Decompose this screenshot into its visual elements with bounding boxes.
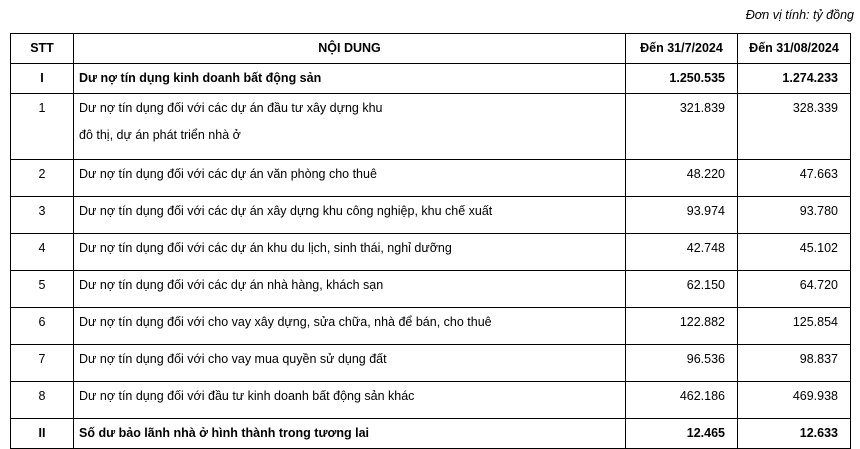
cell-content (74, 345, 626, 382)
cell-content (74, 94, 626, 160)
cell-value-jul: 12.465 (626, 419, 738, 449)
cell-content (74, 197, 626, 234)
header-content: NỘI DUNG (74, 34, 626, 64)
unit-note: Đơn vị tính: tỷ đồng (745, 8, 854, 22)
cell-content-line: đô thị, dự án phát triển nhà ở (79, 128, 241, 142)
cell-value-aug: 93.780 (738, 197, 851, 234)
cell-content-line: Dư nợ tín dụng đối với các dự án đầu tư xây dựng khu (79, 101, 383, 115)
cell-value-jul: 321.839 (626, 94, 738, 160)
cell-value-jul: 62.150 (626, 271, 738, 308)
table-body (11, 64, 851, 449)
cell-value-aug: 328.339 (738, 94, 851, 160)
cell-content-line: Dư nợ tín dụng đối với các dự án khu du lịch, sinh thái, nghỉ dưỡng (79, 241, 452, 255)
cell-content-line: Dư nợ tín dụng đối với các dự án nhà hàng, khách sạn (79, 278, 384, 292)
table-row (11, 160, 851, 197)
header-col2: Đến 31/08/2024 (738, 34, 851, 64)
cell-value-jul: 462.186 (626, 382, 738, 419)
cell-value-aug: 125.854 (738, 308, 851, 345)
cell-value-jul: 122.882 (626, 308, 738, 345)
credit-table (10, 33, 851, 449)
table-row (11, 234, 851, 271)
cell-content (74, 234, 626, 271)
cell-value-aug: 64.720 (738, 271, 851, 308)
header-stt: STT (11, 34, 74, 64)
cell-content-line: Số dư bảo lãnh nhà ở hình thành trong tương lai (79, 426, 370, 440)
table-group-row (11, 419, 851, 449)
cell-stt: 6 (11, 308, 74, 345)
cell-stt: 8 (11, 382, 74, 419)
cell-stt: 2 (11, 160, 74, 197)
cell-content (74, 308, 626, 345)
cell-content (74, 382, 626, 419)
table-row (11, 197, 851, 234)
cell-value-aug: 45.102 (738, 234, 851, 271)
table-row (11, 382, 851, 419)
cell-value-aug: 1.274.233 (738, 64, 851, 94)
table-row (11, 271, 851, 308)
cell-content-line: Dư nợ tín dụng đối với cho vay xây dựng, sửa chữa, nhà để bán, cho thuê (79, 315, 492, 329)
cell-content (74, 271, 626, 308)
cell-content (74, 160, 626, 197)
cell-stt: 7 (11, 345, 74, 382)
cell-value-aug: 47.663 (738, 160, 851, 197)
cell-content (74, 419, 626, 449)
table-row (11, 308, 851, 345)
cell-content-line: Dư nợ tín dụng đối với đầu tư kinh doanh bất động sản khác (79, 389, 415, 403)
cell-content-line: Dư nợ tín dụng đối với các dự án xây dựng khu công nghiệp, khu chế xuất (79, 204, 493, 218)
cell-stt: 4 (11, 234, 74, 271)
cell-stt: II (11, 419, 74, 449)
header-col1: Đến 31/7/2024 (626, 34, 738, 64)
table-group-row (11, 64, 851, 94)
cell-value-aug: 98.837 (738, 345, 851, 382)
cell-value-jul: 48.220 (626, 160, 738, 197)
cell-value-aug: 469.938 (738, 382, 851, 419)
cell-stt: 5 (11, 271, 74, 308)
cell-content-line: Dư nợ tín dụng đối với cho vay mua quyền sử dụng đất (79, 352, 387, 366)
cell-stt: 1 (11, 94, 74, 160)
cell-value-jul: 93.974 (626, 197, 738, 234)
cell-content-line: Dư nợ tín dụng kinh doanh bất động sản (79, 71, 322, 85)
cell-value-jul: 1.250.535 (626, 64, 738, 94)
cell-value-jul: 96.536 (626, 345, 738, 382)
cell-value-jul: 42.748 (626, 234, 738, 271)
cell-content (74, 64, 626, 94)
cell-stt: 3 (11, 197, 74, 234)
table-header-row (11, 34, 851, 64)
table-row (11, 345, 851, 382)
cell-stt: I (11, 64, 74, 94)
cell-value-aug: 12.633 (738, 419, 851, 449)
cell-content-line: Dư nợ tín dụng đối với các dự án văn phòng cho thuê (79, 167, 377, 181)
table-row (11, 94, 851, 160)
